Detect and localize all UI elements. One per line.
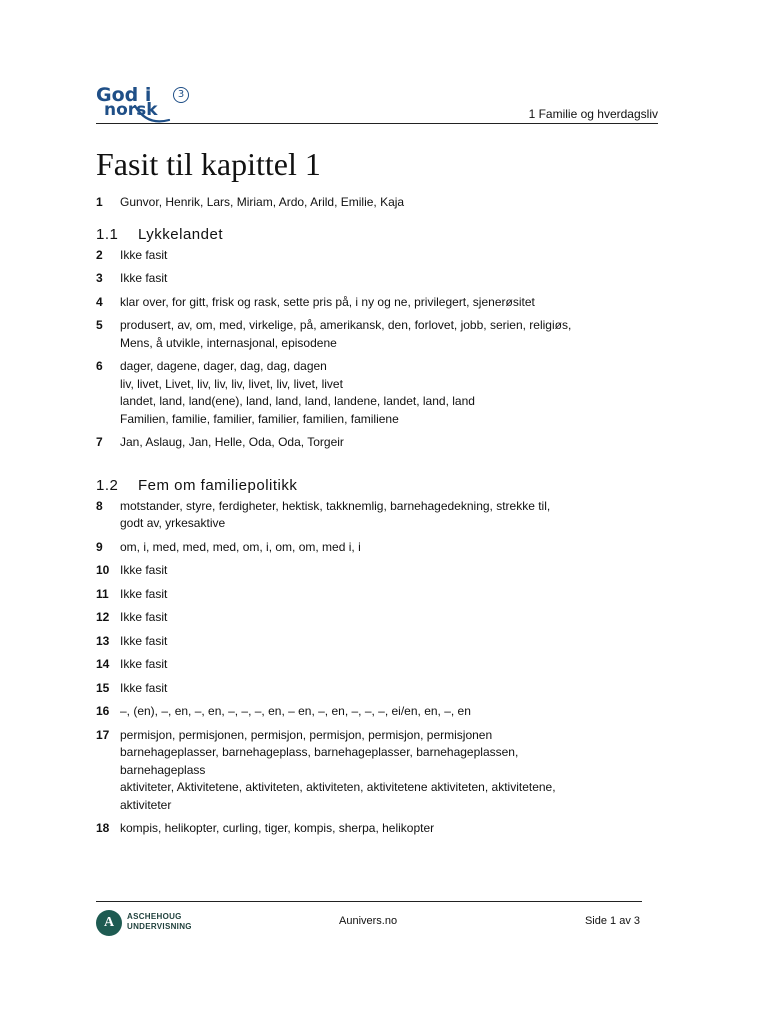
answer-text: Ikke fasit [120, 563, 168, 577]
section-number: 1.1 [96, 225, 119, 243]
answer-number: 10 [96, 563, 110, 577]
publisher-name [127, 912, 192, 932]
footer-divider [96, 901, 642, 902]
answer-number: 9 [96, 539, 103, 554]
answer-number: 7 [96, 435, 103, 449]
answer-number: 16 [96, 704, 110, 718]
logo-swoosh-icon [133, 104, 173, 124]
answer-item [96, 680, 666, 698]
answer-number: 4 [96, 294, 103, 309]
answer-item [96, 498, 666, 533]
answer-text: Ikke fasit [120, 247, 168, 262]
answer-item [96, 562, 666, 580]
page-number: Side 1 av 3 [584, 915, 640, 927]
answer-text: Ikke fasit [120, 271, 168, 285]
answer-text: dager, dagene, dager, dag, dag, dagen liv, livet, Livet, liv, liv, liv, livet, liv, livet, livet landet, land, land(ene), land, land, land, landene, landet, land, land Familien, familie, familier, familier, familien, familiene [120, 359, 475, 426]
section-number: 1.2 [96, 476, 119, 494]
answer-item [96, 727, 666, 815]
answer-number: 5 [96, 318, 103, 332]
answer-number: 18 [96, 821, 110, 835]
answer-list [96, 194, 666, 838]
answer-text: produsert, av, om, med, virkelige, på, amerikansk, den, forlovet, jobb, serien, religiøs, Mens, å utvikle, internasjonal, episodene [120, 318, 572, 350]
answer-item [96, 656, 666, 674]
answer-text: Ikke fasit [120, 680, 168, 695]
answer-text: permisjon, permisjonen, permisjon, permisjon, permisjon, permisjonen barnehageplasser, barnehageplass, barnehageplasser, barnehageplassen, barnehageplass aktiviteter, Aktivitetene, aktiviteten, aktiviteten, aktivitetene aktiviteten, aktivitetene, aktiviteter [120, 727, 556, 812]
answer-text: om, i, med, med, med, om, i, om, om, med i, i [120, 539, 361, 554]
answer-item [96, 539, 666, 557]
answer-item [96, 317, 666, 352]
answer-text: Ikke fasit [120, 657, 168, 671]
answer-text: motstander, styre, ferdigheter, hektisk, takknemlig, barnehagedekning, strekke til, godt av, yrkesaktive [120, 498, 551, 530]
section-heading [96, 476, 666, 496]
answer-text: Ikke fasit [120, 633, 168, 648]
answer-item [96, 270, 666, 288]
answer-number: 13 [96, 633, 110, 648]
publisher-name-line2: UNDERVISNING [127, 922, 192, 931]
answer-text: Ikke fasit [120, 610, 168, 624]
answer-item [96, 586, 666, 604]
answer-number: 12 [96, 610, 110, 624]
answer-text: –, (en), –, en, –, en, –, –, –, en, – en, –, en, –, –, –, ei/en, en, –, en [120, 704, 471, 718]
page-title: Fasit til kapittel 1 [96, 146, 321, 182]
answer-item [96, 633, 666, 651]
answer-text: Jan, Aslaug, Jan, Helle, Oda, Oda, Torgeir [120, 435, 344, 449]
answer-text: klar over, for gitt, frisk og rask, sette pris på, i ny og ne, privilegert, sjenerøsitet [120, 294, 535, 309]
logo-volume-badge: 3 [173, 87, 189, 103]
answer-number: 1 [96, 195, 103, 209]
answer-item [96, 358, 666, 428]
answer-item [96, 609, 666, 627]
answer-item [96, 703, 666, 721]
book-logo [96, 84, 196, 126]
answer-number: 14 [96, 657, 110, 671]
logo-text-line1: God i [96, 84, 152, 106]
publisher-name-line1: ASCHEHOUG [127, 912, 182, 921]
header-divider [96, 123, 658, 124]
answer-item [96, 247, 666, 265]
answer-number: 8 [96, 498, 103, 513]
answer-item [96, 194, 666, 212]
answer-item [96, 434, 666, 452]
publisher-logo-icon: A [96, 910, 122, 936]
footer-site-link[interactable]: Aunivers.no [339, 915, 398, 927]
section-title: Lykkelandet [138, 225, 223, 243]
chapter-label: 1 Familie og hverdagsliv [528, 107, 658, 121]
answer-item [96, 820, 666, 838]
answer-number: 11 [96, 586, 109, 601]
logo-text-line2: norsk [104, 100, 158, 120]
section-title: Fem om familiepolitikk [138, 476, 298, 494]
answer-text: kompis, helikopter, curling, tiger, kompis, sherpa, helikopter [120, 821, 435, 835]
answer-number: 6 [96, 359, 103, 373]
answer-number: 15 [96, 680, 110, 695]
answer-text: Gunvor, Henrik, Lars, Miriam, Ardo, Arild, Emilie, Kaja [120, 195, 405, 209]
answer-text: Ikke fasit [120, 586, 168, 601]
answer-number: 2 [96, 247, 103, 262]
section-heading [96, 225, 666, 245]
answer-number: 17 [96, 727, 110, 742]
answer-item [96, 294, 666, 312]
answer-number: 3 [96, 271, 103, 285]
